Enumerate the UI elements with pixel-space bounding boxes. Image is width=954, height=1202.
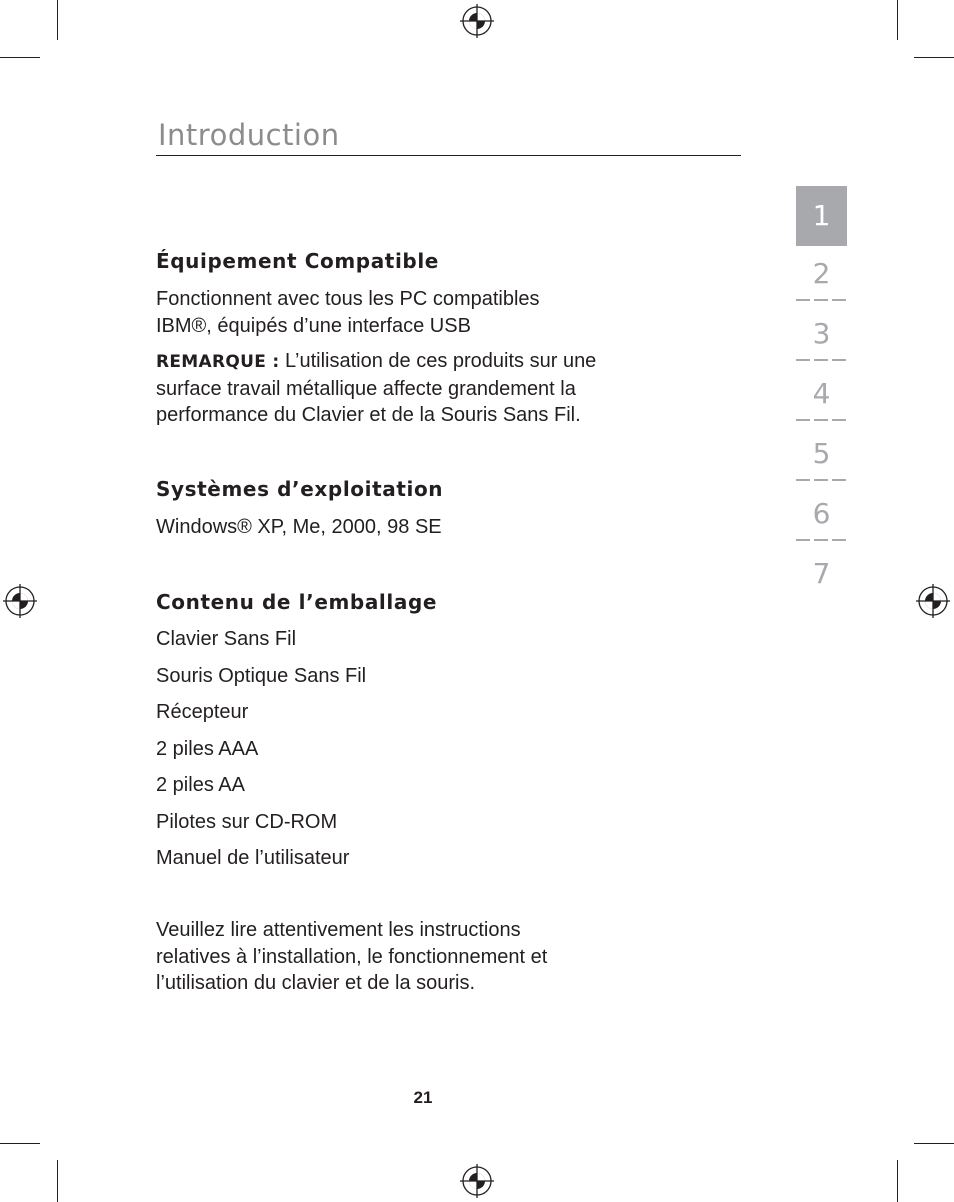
note-label: REMARQUE : bbox=[156, 352, 280, 372]
crop-mark bbox=[0, 1143, 40, 1144]
chapter-tab[interactable] bbox=[796, 426, 847, 486]
chapter-tab[interactable] bbox=[796, 246, 847, 306]
contents-list bbox=[156, 626, 366, 882]
chapter-tab[interactable] bbox=[796, 366, 847, 426]
chapter-tab-number: 2 bbox=[812, 257, 831, 290]
closing-line: relatives à l’installation, le fonctionnement et bbox=[156, 945, 548, 968]
chapter-tab-number: 4 bbox=[812, 377, 831, 410]
crop-mark bbox=[914, 1143, 954, 1144]
note-text-line: surface travail métallique affecte grandement la bbox=[156, 377, 576, 400]
crop-mark bbox=[897, 0, 898, 40]
registration-mark-icon bbox=[460, 4, 494, 38]
crop-mark bbox=[57, 0, 58, 40]
chapter-tab[interactable] bbox=[796, 486, 847, 546]
registration-mark-icon bbox=[916, 584, 950, 618]
registration-mark-icon bbox=[460, 1164, 494, 1198]
closing-line: Veuillez lire attentivement les instructions bbox=[156, 919, 521, 941]
crop-mark bbox=[897, 1160, 898, 1202]
chapter-tab[interactable] bbox=[796, 546, 847, 606]
note-text-line: L’utilisation de ces produits sur une bbox=[279, 350, 597, 372]
os-heading: Systèmes d’exploitation bbox=[156, 477, 444, 501]
list-item: Pilotes sur CD-ROM bbox=[156, 810, 338, 833]
list-item: Manuel de l’utilisateur bbox=[156, 847, 350, 869]
compatible-text-line: IBM®, équipés d’une interface USB bbox=[156, 314, 471, 337]
tab-divider bbox=[796, 539, 847, 541]
closing-paragraph bbox=[156, 917, 666, 997]
list-item: 2 piles AAA bbox=[156, 737, 259, 760]
compatible-heading: Équipement Compatible bbox=[156, 249, 439, 273]
tab-divider bbox=[796, 359, 847, 361]
tab-divider bbox=[796, 479, 847, 481]
compatible-text bbox=[156, 286, 666, 339]
chapter-tabs bbox=[796, 186, 847, 606]
page-title: Introduction bbox=[158, 118, 340, 152]
chapter-tab-number: 6 bbox=[812, 497, 831, 530]
chapter-tab-active[interactable]: 1 bbox=[796, 186, 847, 246]
registration-mark-icon bbox=[3, 584, 37, 618]
crop-mark bbox=[0, 57, 40, 58]
page-number: 21 bbox=[413, 1088, 433, 1107]
crop-mark bbox=[914, 57, 954, 58]
contents-heading: Contenu de l’emballage bbox=[156, 590, 438, 614]
tab-divider bbox=[796, 419, 847, 421]
chapter-tab[interactable] bbox=[796, 306, 847, 366]
list-item: Souris Optique Sans Fil bbox=[156, 664, 367, 687]
chapter-tab-number: 7 bbox=[812, 557, 831, 590]
chapter-tab-number: 5 bbox=[812, 437, 831, 470]
compatible-note bbox=[156, 348, 666, 429]
list-item: Récepteur bbox=[156, 701, 249, 723]
closing-line: l’utilisation du clavier et de la souris. bbox=[156, 972, 476, 994]
os-text: Windows® XP, Me, 2000, 98 SE bbox=[156, 516, 442, 538]
crop-mark bbox=[57, 1160, 58, 1202]
compatible-text-line: Fonctionnent avec tous les PC compatibles bbox=[156, 288, 540, 310]
header-divider bbox=[156, 155, 741, 156]
chapter-tab-number: 3 bbox=[812, 317, 831, 350]
list-item: Clavier Sans Fil bbox=[156, 628, 297, 650]
note-text-line: performance du Clavier et de la Souris Sans Fil. bbox=[156, 404, 581, 426]
list-item: 2 piles AA bbox=[156, 774, 245, 796]
tab-divider bbox=[796, 299, 847, 301]
